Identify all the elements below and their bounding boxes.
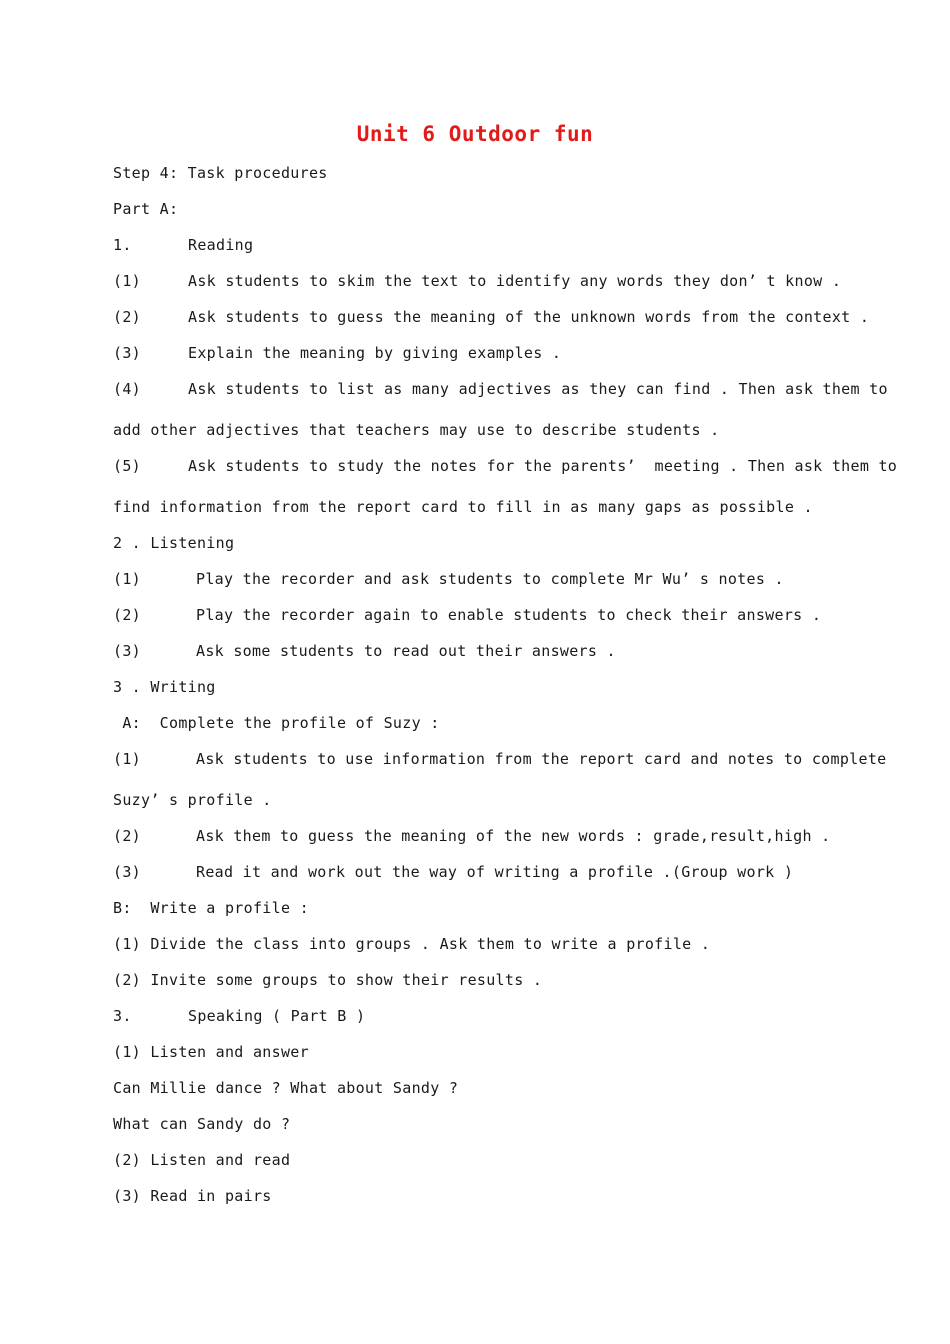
reading-number: 1. (113, 236, 132, 254)
item-text: Play the recorder and ask students to complete Mr Wu’ s notes . (196, 570, 784, 588)
item-text: Ask them to guess the meaning of the new words : grade,result,high . (196, 827, 831, 845)
item-number: (2) (113, 827, 141, 845)
list-item (113, 641, 616, 661)
item-text: Ask students to list as many adjectives as they can find . Then ask them to (188, 380, 888, 398)
speaking-heading (113, 1006, 365, 1026)
list-item (113, 862, 793, 882)
item-number: (3) (113, 344, 141, 362)
list-item: (3) Read in pairs (113, 1187, 272, 1205)
item-text: Ask students to study the notes for the parents’ meeting . Then ask them to (188, 457, 898, 475)
list-item: What can Sandy do ? (113, 1115, 291, 1133)
list-item: Can Millie dance ? What about Sandy ? (113, 1079, 459, 1097)
item-text: Explain the meaning by giving examples . (188, 344, 562, 362)
item-continuation: Suzy’ s profile . (113, 791, 272, 809)
item-continuation: find information from the report card to fill in as many gaps as possible . (113, 498, 813, 516)
item-text: Play the recorder again to enable students to check their answers . (196, 606, 822, 624)
item-text: Ask students to use information from the report card and notes to complete (196, 750, 887, 768)
speaking-number: 3. (113, 1007, 132, 1025)
list-item: (2) Invite some groups to show their results . (113, 971, 543, 989)
reading-label: Reading (188, 236, 254, 254)
item-number: (1) (113, 570, 141, 588)
item-text: Read it and work out the way of writing a profile .(Group work ) (196, 863, 794, 881)
item-number: (3) (113, 863, 141, 881)
item-number: (1) (113, 272, 141, 290)
item-text: Ask students to guess the meaning of the unknown words from the context . (188, 308, 870, 326)
list-item (113, 307, 869, 327)
list-item: (2) Listen and read (113, 1151, 291, 1169)
list-item (113, 343, 561, 363)
item-number: (3) (113, 642, 141, 660)
writing-heading: 3 . Writing (113, 678, 216, 696)
item-number: (4) (113, 380, 141, 398)
speaking-label: Speaking ( Part B ) (188, 1007, 366, 1025)
list-item: (1) Listen and answer (113, 1043, 309, 1061)
listening-heading: 2 . Listening (113, 534, 235, 552)
item-number: (2) (113, 308, 141, 326)
list-item (113, 749, 886, 769)
list-item (113, 605, 821, 625)
list-item (113, 271, 841, 291)
item-number: (5) (113, 457, 141, 475)
item-continuation: add other adjectives that teachers may use to describe students . (113, 421, 720, 439)
page-title: Unit 6 Outdoor fun (356, 122, 594, 146)
writing-sub-b: B: Write a profile : (113, 899, 309, 917)
item-text: Ask students to skim the text to identify any words they don’ t know . (188, 272, 842, 290)
list-item: (1) Divide the class into groups . Ask them to write a profile . (113, 935, 711, 953)
reading-heading (113, 235, 253, 255)
list-item (113, 826, 831, 846)
item-text: Ask some students to read out their answers . (196, 642, 616, 660)
list-item (113, 456, 897, 476)
list-item (113, 569, 784, 589)
item-number: (2) (113, 606, 141, 624)
step-heading: Step 4: Task procedures (113, 164, 328, 182)
list-item (113, 379, 888, 399)
writing-sub-a: A: Complete the profile of Suzy : (113, 714, 440, 732)
item-number: (1) (113, 750, 141, 768)
part-a-heading: Part A: (113, 200, 179, 218)
